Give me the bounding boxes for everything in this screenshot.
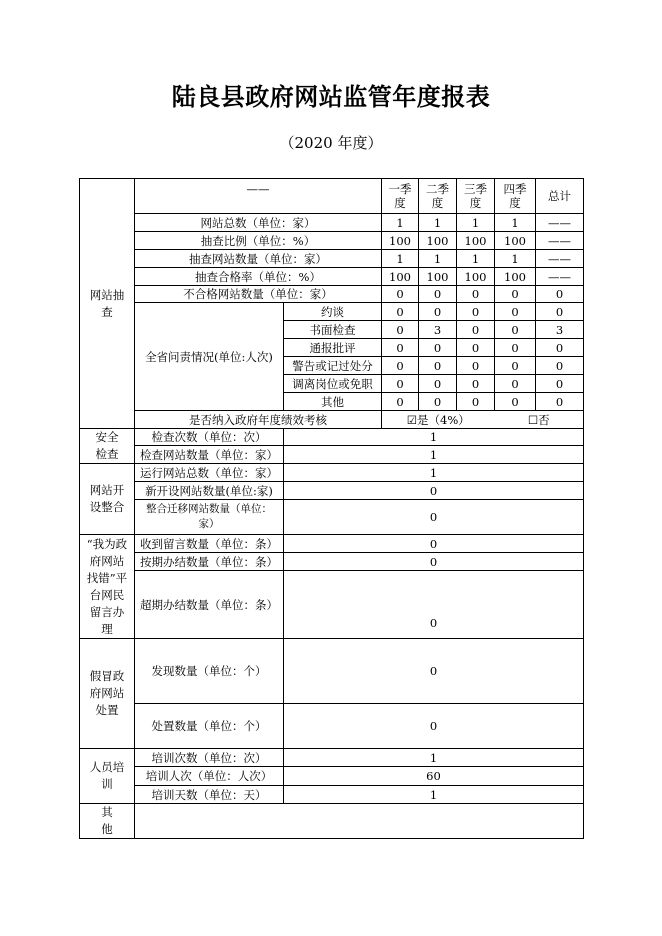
row-value: 60 [284,767,584,786]
category-security-check: 安全 检查 [80,429,135,464]
report-year: （2020 年度） [279,134,383,152]
cell-q4: 0 [495,357,536,375]
table-row [80,749,584,767]
row-value: 0 [284,482,584,500]
cell-q4: 100 [495,268,536,286]
cell-q3: 100 [457,268,495,286]
performance-options [382,411,584,429]
header-row [80,179,584,214]
category-counterfeit-sites: 假冒政 府网站 处置 [80,639,135,749]
cell-q2: 0 [419,393,457,411]
row-label: 处置数量（单位：个） [135,704,284,749]
table-row [80,639,584,704]
row-value: 0 [284,571,584,639]
cell-q4: 0 [495,393,536,411]
cell-q4: 0 [495,303,536,321]
header-blank: —— [135,179,382,214]
row-label: 超期办结数量（单位：条） [135,571,284,639]
cell-q3: 0 [457,339,495,357]
row-value: 0 [284,500,584,535]
cell-q4: 100 [495,232,536,250]
table-row [80,804,584,839]
cell-q2: 1 [419,250,457,268]
cell-q1: 100 [382,232,419,250]
cell-q3: 0 [457,286,495,303]
cell-q2: 0 [419,286,457,303]
table-row [80,786,584,804]
cell-q2: 0 [419,303,457,321]
table-row [80,250,584,268]
row-label: 培训次数（单位：次） [135,749,284,767]
cell-total: 0 [536,393,584,411]
accountability-item-label: 其他 [284,393,382,411]
header-q1: 一季 度 [382,179,419,214]
header-total: 总计 [536,179,584,214]
row-label: 不合格网站数量（单位：家） [135,286,382,303]
category-site-integration: 网站开 设整合 [80,464,135,535]
category-spot-check: 网站抽 查 [80,179,135,429]
cell-total: 0 [536,286,584,303]
table-row [80,535,584,553]
other-content-cell [135,804,584,839]
category-training: 人员培 训 [80,749,135,804]
row-label: 收到留言数量（单位：条） [135,535,284,553]
accountability-item-label: 书面检查 [284,321,382,339]
cell-q2: 100 [419,232,457,250]
cell-total: 0 [536,375,584,393]
header-q3: 三季 度 [457,179,495,214]
cell-q2: 0 [419,357,457,375]
row-label: 抽查网站数量（单位：家） [135,250,382,268]
cell-q4: 0 [495,375,536,393]
row-label: 新开设网站数量(单位:家) [135,482,284,500]
row-value: 0 [284,553,584,571]
row-value: 0 [284,704,584,749]
cell-q1: 1 [382,250,419,268]
row-label: 整合迁移网站数量（单位： 家） [135,500,284,535]
accountability-item-label: 警告或记过处分 [284,357,382,375]
cell-q2: 3 [419,321,457,339]
row-label: 检查次数（单位：次） [135,429,284,446]
cell-q2: 0 [419,375,457,393]
cell-q3: 1 [457,250,495,268]
row-label: 运行网站总数（单位：家） [135,464,284,482]
cell-q1: 0 [382,303,419,321]
row-label: 按期办结数量（单位：条） [135,553,284,571]
cell-q1: 0 [382,375,419,393]
accountability-item-label: 约谈 [284,303,382,321]
table-row [80,704,584,749]
table-row [80,268,584,286]
performance-label: 是否纳入政府年度绩效考核 [135,411,382,429]
cell-q3: 1 [457,214,495,232]
cell-total: 0 [536,303,584,321]
report-title: 陆良县政府网站监管年度报表 [171,82,491,111]
accountability-item-label: 通报批评 [284,339,382,357]
cell-q4: 0 [495,321,536,339]
cell-q1: 0 [382,393,419,411]
row-label: 抽查合格率（单位：%） [135,268,382,286]
category-message-handling: “我为政 府网站 找错”平 台网民 留言办 理 [80,535,135,639]
cell-q4: 1 [495,214,536,232]
cell-q2: 100 [419,268,457,286]
table-row [80,464,584,482]
cell-q1: 100 [382,268,419,286]
row-value: 0 [284,639,584,704]
cell-total: —— [536,232,584,250]
row-label: 培训人次（单位：人次） [135,767,284,786]
accountability-label: 全省问责情况(单位:人次) [135,303,284,411]
header-q2: 二季 度 [419,179,457,214]
cell-total: —— [536,214,584,232]
cell-q3: 0 [457,375,495,393]
table-row [80,482,584,500]
cell-q2: 1 [419,214,457,232]
row-label: 检查网站数量（单位：家） [135,446,284,464]
cell-q3: 0 [457,393,495,411]
cell-total: 3 [536,321,584,339]
row-value: 0 [284,535,584,553]
table-row [80,429,584,446]
performance-no-checkbox: ☐否 [527,412,550,427]
row-label: 抽查比例（单位：%） [135,232,382,250]
table-row [80,571,584,639]
cell-q4: 0 [495,339,536,357]
cell-q4: 0 [495,286,536,303]
cell-q1: 0 [382,357,419,375]
row-label: 网站总数（单位：家） [135,214,382,232]
row-value: 1 [284,446,584,464]
cell-total: 0 [536,339,584,357]
cell-total: —— [536,250,584,268]
cell-q3: 0 [457,303,495,321]
category-other: 其 他 [80,804,135,839]
table-row [80,553,584,571]
cell-q2: 0 [419,339,457,357]
cell-q4: 1 [495,250,536,268]
table-row [80,411,584,429]
row-value: 1 [284,749,584,767]
performance-yes-checkbox: ☑是（4%） [406,412,470,427]
cell-q1: 0 [382,321,419,339]
table-row [80,214,584,232]
accountability-item-label: 调离岗位或免职 [284,375,382,393]
header-q4: 四季 度 [495,179,536,214]
cell-q3: 100 [457,232,495,250]
table-row [80,500,584,535]
cell-q1: 0 [382,286,419,303]
row-value: 1 [284,464,584,482]
row-label: 培训天数（单位：天） [135,786,284,804]
table-row [80,303,584,321]
cell-total: 0 [536,357,584,375]
row-label: 发现数量（单位：个） [135,639,284,704]
table-row [80,446,584,464]
cell-q1: 0 [382,339,419,357]
cell-total: —— [536,268,584,286]
cell-q3: 0 [457,357,495,375]
row-value: 1 [284,786,584,804]
table-row [80,286,584,303]
report-table [79,178,584,839]
table-row [80,767,584,786]
table-row [80,232,584,250]
row-value: 1 [284,429,584,446]
cell-q1: 1 [382,214,419,232]
cell-q3: 0 [457,321,495,339]
